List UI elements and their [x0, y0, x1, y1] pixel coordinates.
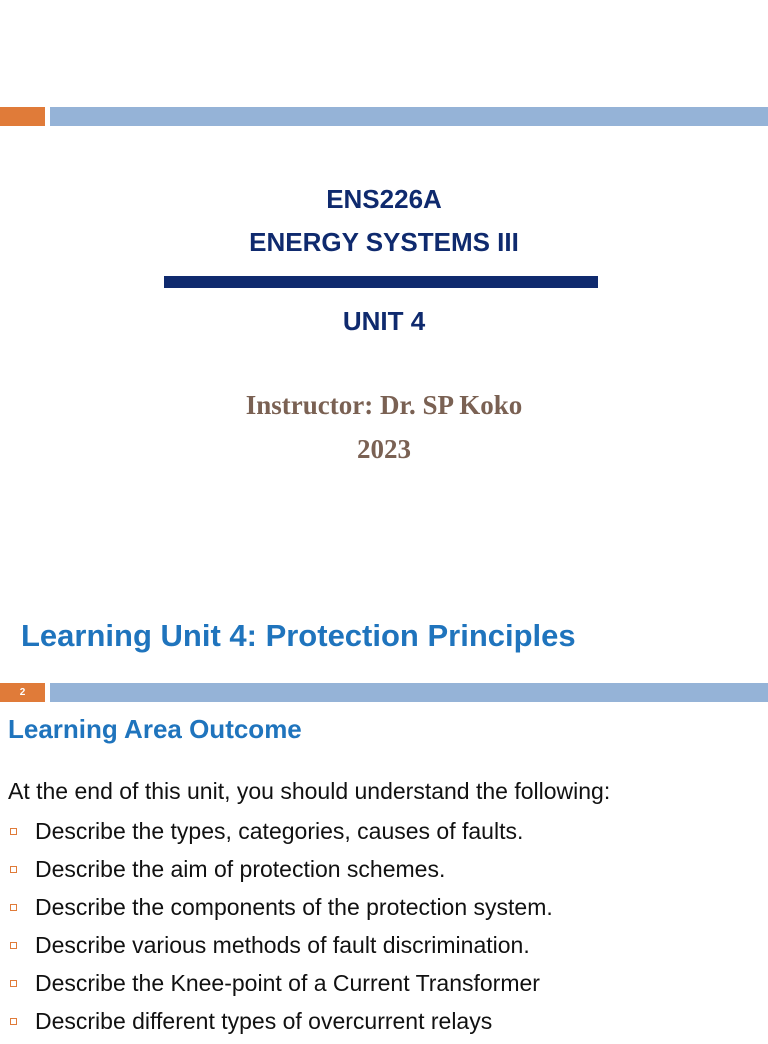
header-band-accent — [0, 107, 45, 126]
section-title: Learning Area Outcome — [8, 714, 302, 744]
list-item — [8, 968, 553, 1006]
list-item-text: Describe different types of overcurrent relays — [35, 1008, 493, 1034]
list-item-text: Describe the aim of protection schemes. — [35, 856, 446, 882]
list-item — [8, 816, 553, 854]
square-bullet-icon — [10, 828, 17, 835]
course-title: ENERGY SYSTEMS III — [249, 227, 519, 257]
list-item-text: Describe the components of the protection system. — [35, 894, 553, 920]
title-divider — [164, 276, 598, 288]
list-item-text: Describe various methods of fault discrimination. — [35, 932, 530, 958]
list-item-text: Describe the Knee-point of a Current Transformer — [35, 970, 540, 996]
instructor-name: Instructor: Dr. SP Koko — [245, 390, 523, 420]
unit-label: UNIT 4 — [342, 306, 426, 336]
square-bullet-icon — [10, 980, 17, 987]
list-item-text: Describe the types, categories, causes of faults. — [35, 818, 524, 844]
list-item — [8, 1006, 553, 1044]
header-band — [0, 107, 768, 126]
list-item — [8, 854, 553, 892]
year-label: 2023 — [357, 434, 411, 464]
intro-text: At the end of this unit, you should understand the following: — [8, 778, 611, 804]
square-bullet-icon — [10, 942, 17, 949]
slide-band — [0, 683, 768, 702]
slide-band-bar — [50, 683, 768, 702]
square-bullet-icon — [10, 904, 17, 911]
header-band-bar — [50, 107, 768, 126]
outcome-list — [8, 816, 553, 1044]
outcomes-slide — [0, 600, 768, 1034]
course-code: ENS226A — [326, 184, 442, 214]
page-number: 2 — [19, 687, 26, 698]
list-item — [8, 930, 553, 968]
list-item — [8, 892, 553, 930]
learning-unit-heading: Learning Unit 4: Protection Principles — [21, 618, 576, 653]
square-bullet-icon — [10, 866, 17, 873]
